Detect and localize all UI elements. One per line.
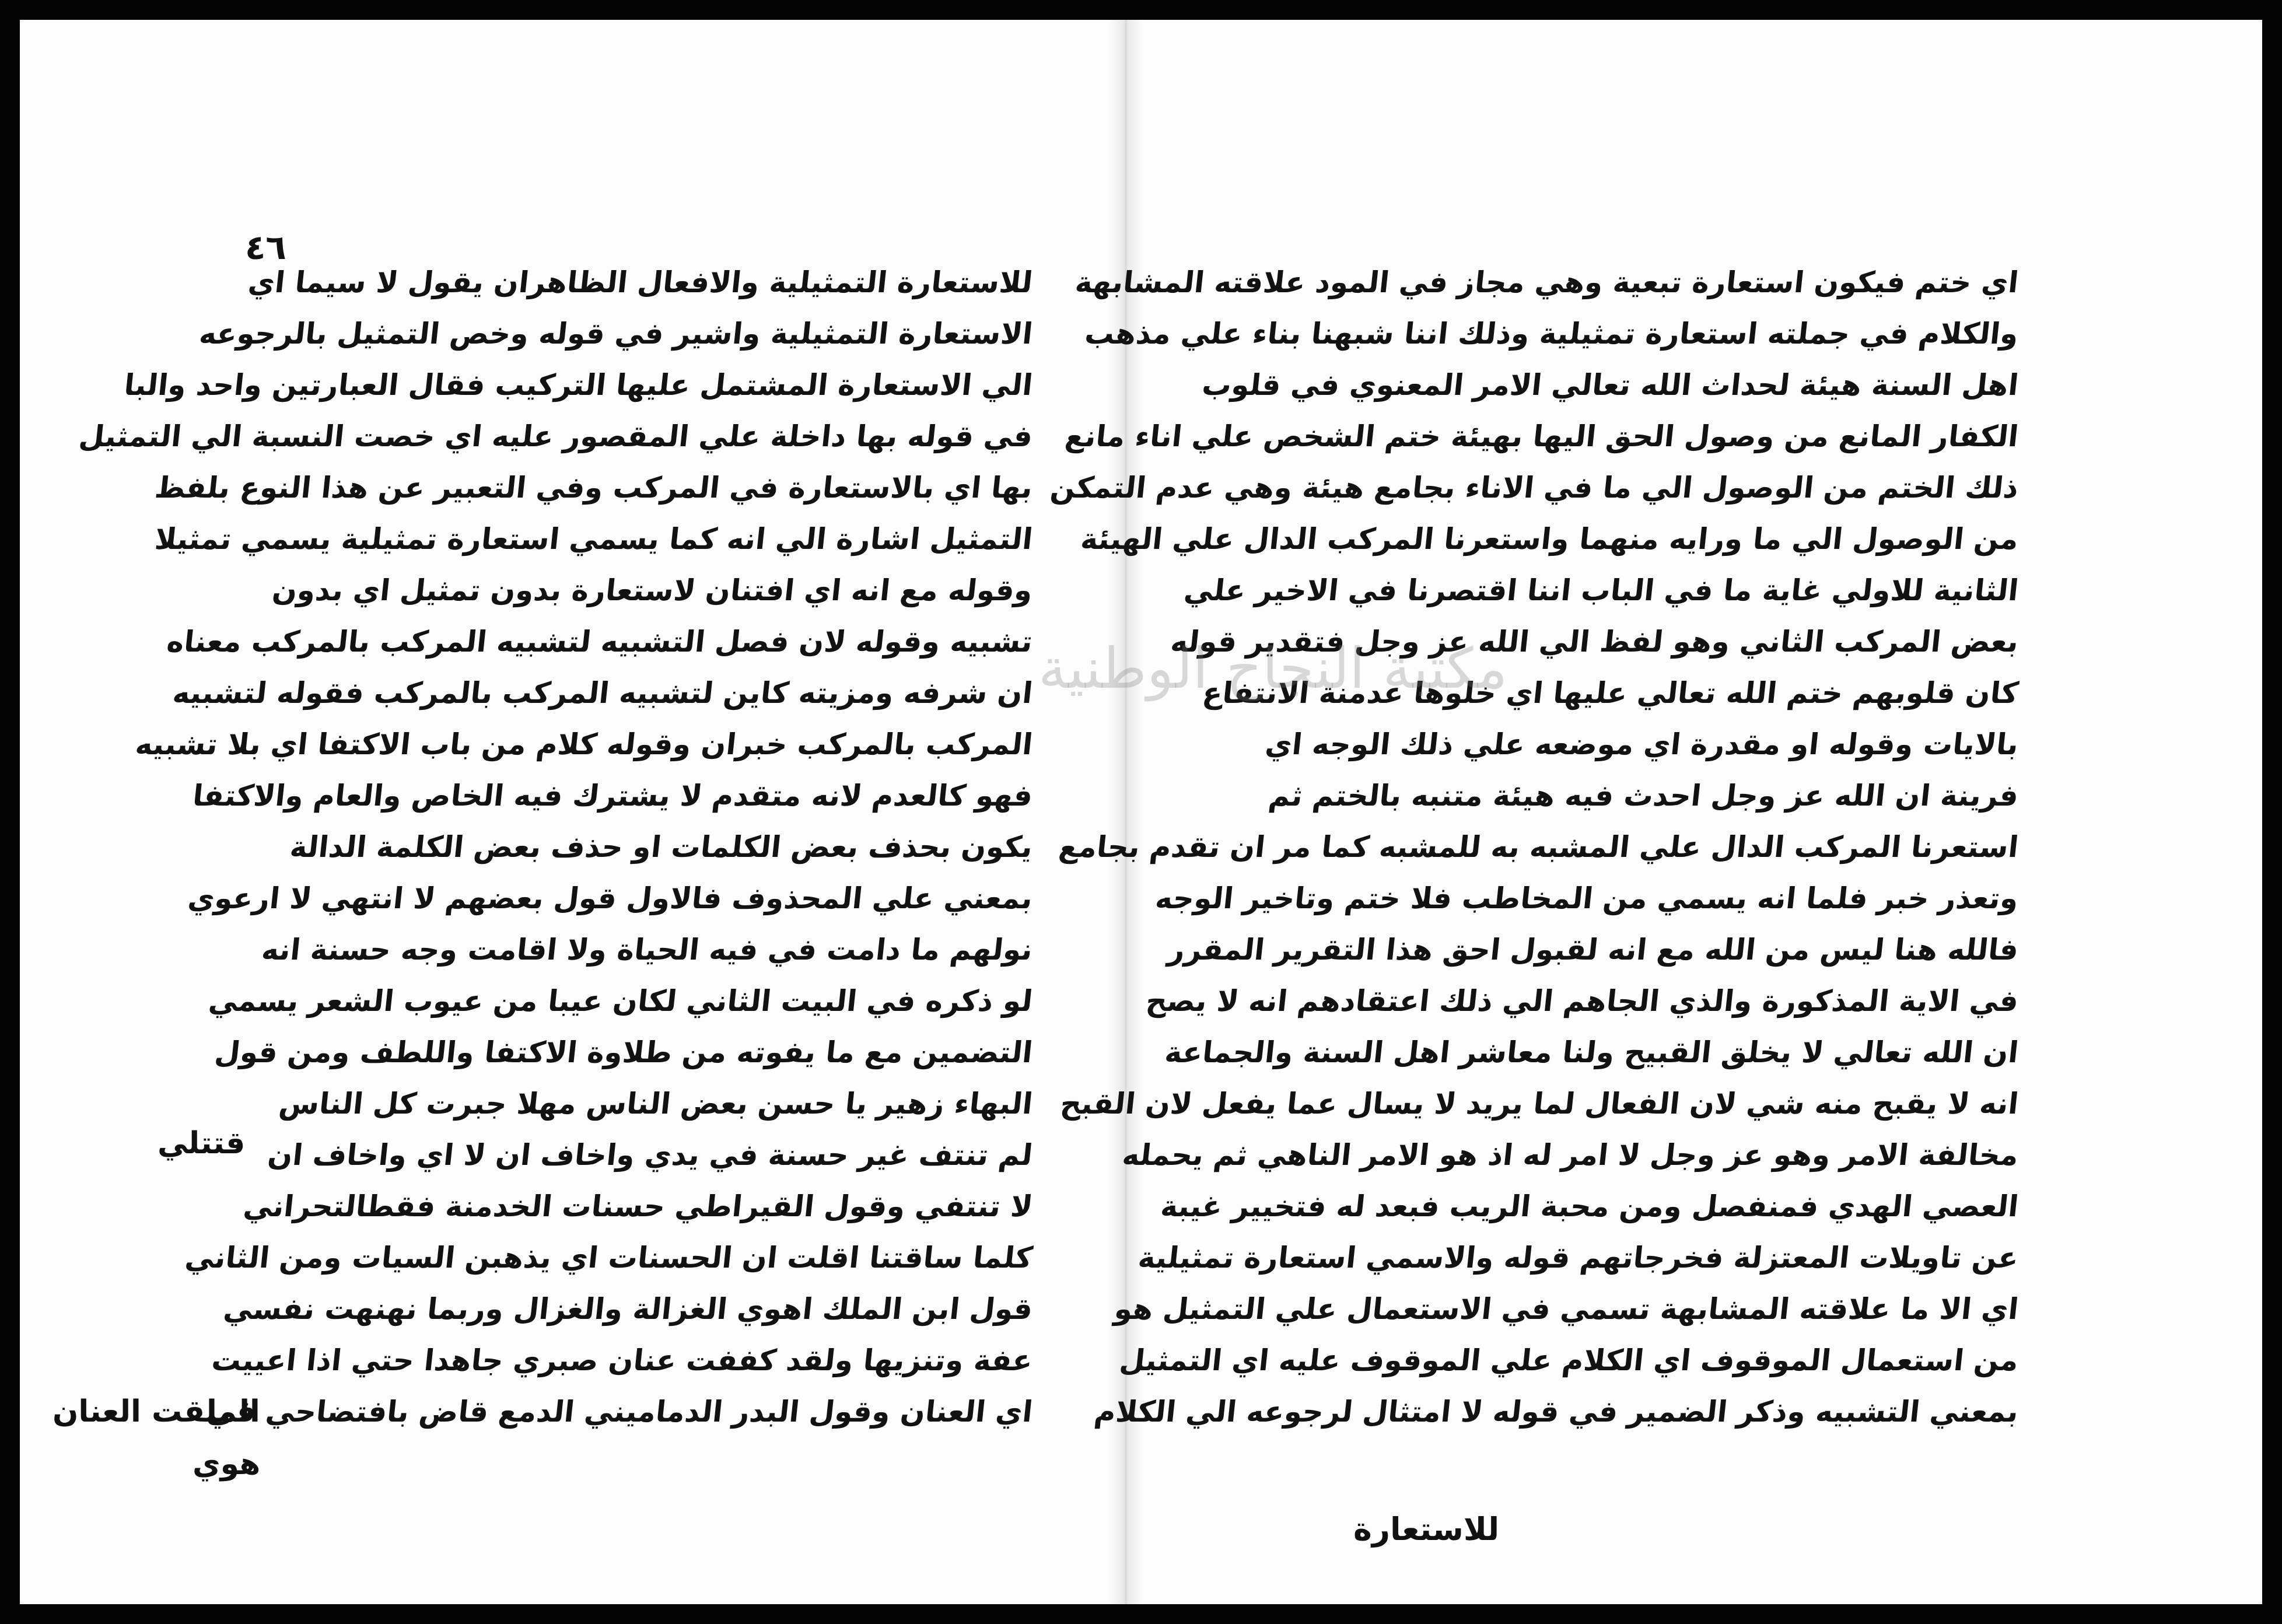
manuscript-line: الاستعارة التمثيلية واشير في قوله وخص التمثيل بالرجوعه xyxy=(197,317,1035,351)
manuscript-line: الثانية للاولي غاية ما في الباب اننا اقتصرنا في الاخير علي xyxy=(1182,573,2021,607)
manuscript-line: والكلام في جملته استعارة تمثيلية وذلك اننا شبهنا بناء علي مذهب xyxy=(1083,317,2021,351)
manuscript-line: اي ختم فيكون استعارة تبعية وهي مجاز في المود علاقته المشابهة xyxy=(1073,265,2021,299)
manuscript-line: يكون بحذف بعض الكلمات او حذف بعض الكلمة الدالة xyxy=(288,830,1035,864)
manuscript-line: البهاء زهير يا حسن بعض الناس مهلا جبرت كل الناس xyxy=(277,1087,1035,1121)
manuscript-line: بمعني علي المحذوف فالاول قول بعضهم لا انتهي لا ارعوي xyxy=(186,881,1035,915)
manuscript-line: ان الله تعالي لا يخلق القبيح ولنا معاشر اهل السنة والجماعة xyxy=(1163,1035,2021,1069)
manuscript-line: المركب بالمركب خبران وقوله كلام من باب الاكتفا اي بلا تشبيه xyxy=(134,727,1035,761)
manuscript-line: وتعذر خبر فلما انه يسمي من المخاطب فلا ختم وتاخير الوجه xyxy=(1153,881,2021,915)
manuscript-line: كلما ساقتنا اقلت ان الحسنات اي يذهبن السيات ومن الثاني xyxy=(183,1241,1035,1275)
manuscript-line: في قوله بها داخلة علي المقصور عليه اي خصت النسبة الي التمثيل xyxy=(77,419,1035,453)
manuscript-line: اي العنان وقول البدر الدماميني الدمع قاض بافتضاحي في xyxy=(205,1395,1035,1429)
catchword: للاستعارة xyxy=(1353,1511,1500,1548)
manuscript-line: وقوله مع انه اي افتنان لاستعارة بدون تمثيل اي بدون xyxy=(270,573,1035,607)
manuscript-line: لم تنتف غير حسنة في يدي واخاف ان لا اي واخاف ان xyxy=(266,1138,1035,1172)
manuscript-line: فرينة ان الله عز وجل احدث فيه هيئة متنبه بالختم ثم xyxy=(1267,779,2021,813)
manuscript-line: التمثيل اشارة الي انه كما يسمي استعارة تمثيلية يسمي تمثيلا xyxy=(153,522,1035,556)
manuscript-line: قول ابن الملك اهوي الغزالة والغزال وربما نهنهت نفسي xyxy=(222,1292,1035,1326)
manuscript-line: مخالفة الامر وهو عز وجل لا امر له اذ هو الامر الناهي ثم يحمله xyxy=(1121,1138,2021,1172)
manuscript-line: نولهم ما دامت في فيه الحياة ولا اقامت وجه حسنة انه xyxy=(260,933,1035,967)
manuscript-line: ذلك الختم من الوصول الي ما في الاناء بجامع هيئة وهي عدم التمكن xyxy=(1048,471,2021,505)
folio-number: ٤٦ xyxy=(245,228,286,267)
manuscript-line: لو ذكره في البيت الثاني لكان عيبا من عيوب الشعر يسمي xyxy=(206,984,1035,1018)
margin-note-1: قتتلي xyxy=(158,1126,246,1161)
manuscript-line: الي الاستعارة المشتمل عليها التركيب فقال العبارتين واحد والبا xyxy=(122,368,1035,402)
manuscript-line: من الوصول الي ما ورايه منهما واستعرنا المركب الدال علي الهيئة xyxy=(1079,522,2021,556)
manuscript-line: من استعمال الموقوف اي الكلام علي الموقوف عليه اي التمثيل xyxy=(1118,1343,2021,1377)
manuscript-line: بمعني التشبيه وذكر الضمير في قوله لا امتثال لرجوعه الي الكلام xyxy=(1093,1395,2021,1429)
manuscript-line: للاستعارة التمثيلية والافعال الظاهران يقول لا سيما اي xyxy=(246,265,1035,299)
right-page-text xyxy=(1048,257,2021,1437)
manuscript-line: انه لا يقبح منه شي لان الفعال لما يريد لا يسال عما يفعل لان القبح xyxy=(1058,1087,2021,1121)
manuscript-line: بالايات وقوله او مقدرة اي موضعه علي ذلك الوجه اي xyxy=(1264,727,2021,761)
library-watermark: مكتبة النجاح الوطنية xyxy=(1038,636,1508,701)
manuscript-line: اهل السنة هيئة لحداث الله تعالي الامر المعنوي في قلوب xyxy=(1200,368,2021,402)
manuscript-line: بها اي بالاستعارة في المركب وفي التعبير عن هذا النوع بلفظ xyxy=(153,471,1035,505)
manuscript-line: استعرنا المركب الدال علي المشبه به للمشبه كما مر ان تقدم بجامع xyxy=(1057,830,2021,864)
manuscript-line: التضمين مع ما يفوته من طلاوة الاكتفا واللطف ومن قول xyxy=(213,1035,1035,1069)
manuscript-line: عن تاويلات المعتزلة فخرجاتهم قوله والاسمي استعارة تمثيلية xyxy=(1136,1241,2021,1275)
manuscript-line: الكفار المانع من وصول الحق اليها بهيئة ختم الشخص علي اناء مانع xyxy=(1063,419,2021,453)
manuscript-line: كان قلوبهم ختم الله تعالي عليها اي خلوها عدمنة الانتفاع xyxy=(1200,676,2021,710)
manuscript-line: العصي الهدي فمنفصل ومن محبة الريب فبعد له فتخيير غيبة xyxy=(1158,1189,2021,1223)
manuscript-line: بعض المركب الثاني وهو لفظ الي الله عز وجل فتقدير قوله xyxy=(1169,625,2021,659)
manuscript-line: في الاية المذكورة والذي الجاهم الي ذلك اعتقادهم انه لا يصح xyxy=(1144,984,2021,1018)
manuscript-line: عفة وتنزيها ولقد كففت عنان صبري جاهدا حتي اذا اعييت xyxy=(210,1343,1035,1377)
margin-note-2: الملقت العنان xyxy=(52,1394,260,1429)
manuscript-line: اي الا ما علاقته المشابهة تسمي في الاستعمال علي التمثيل هو xyxy=(1112,1292,2021,1326)
manuscript-line: فالله هنا ليس من الله مع انه لقبول احق هذا التقرير المقرر xyxy=(1166,933,2021,967)
manuscript-line: فهو كالعدم لانه متقدم لا يشترك فيه الخاص والعام والاكتفا xyxy=(191,779,1035,813)
margin-note-3: هوي xyxy=(192,1447,261,1482)
manuscript-line: ان شرفه ومزيته كاين لتشبيه المركب بالمركب فقوله لتشبيه xyxy=(171,676,1035,710)
manuscript-line: تشبيه وقوله لان فصل التشبيه لتشبيه المركب بالمركب معناه xyxy=(165,625,1035,659)
manuscript-line: لا تنتفي وقول القيراطي حسنات الخدمنة فقطالتحراني xyxy=(242,1189,1035,1223)
